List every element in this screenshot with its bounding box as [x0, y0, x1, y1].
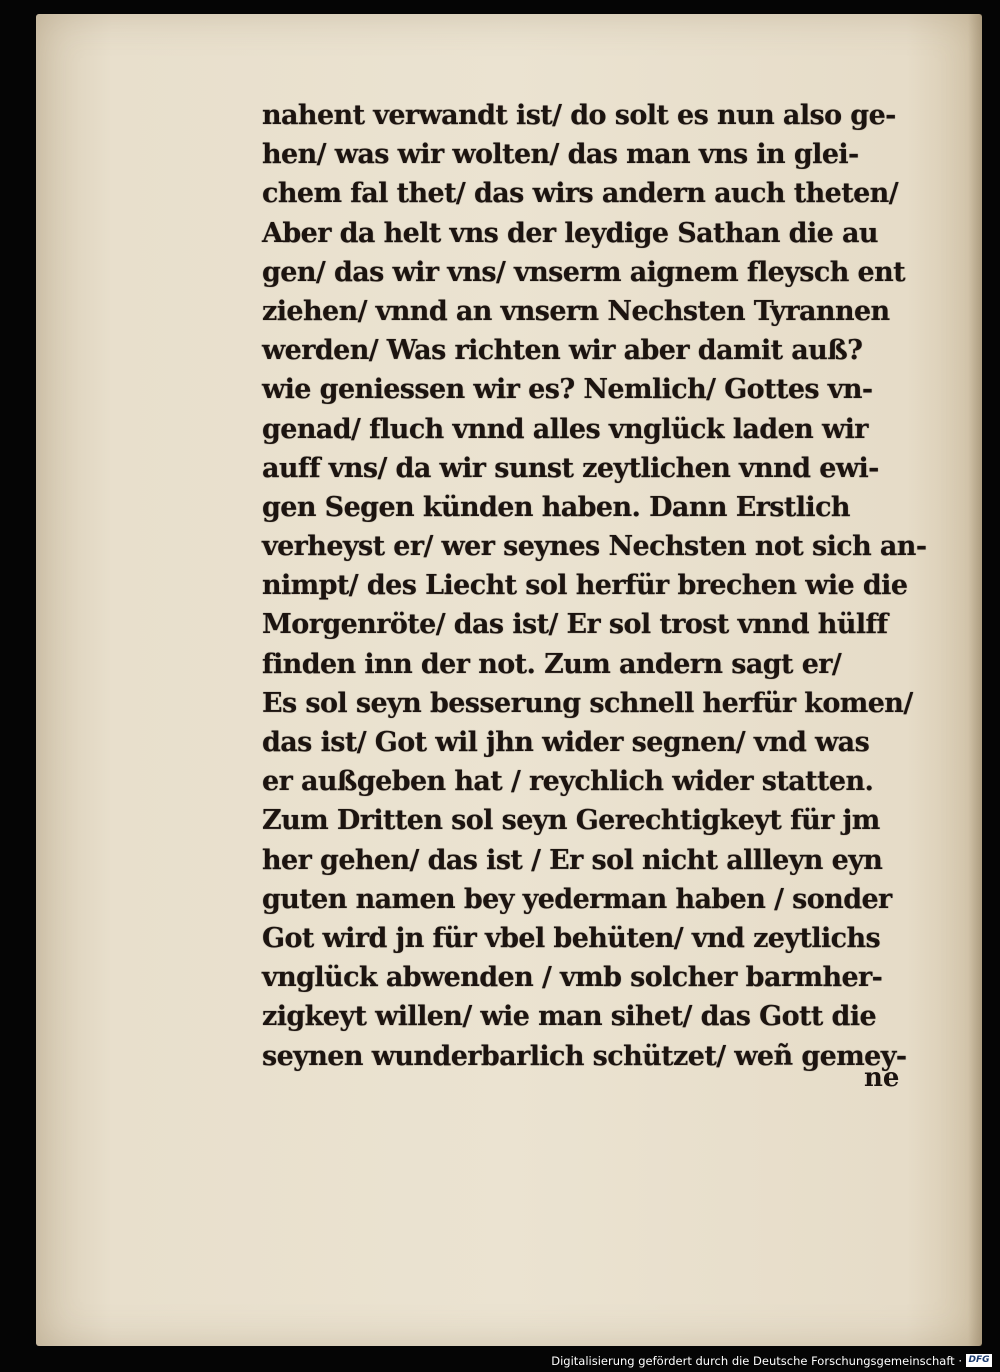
text-line: seynen wunderbarlich schützet/ weñ gemey-	[262, 1040, 907, 1072]
text-line: finden inn der not. Zum andern sagt er/	[262, 648, 842, 680]
text-line: Es sol seyn besserung schnell herfür komen/	[262, 687, 913, 719]
text-line: werden/ Was richten wir aber damit auß?	[262, 335, 863, 367]
text-line: Aber da helt vns der leydige Sathan die au	[262, 217, 878, 249]
text-line: das ist/ Got wil jhn wider segnen/ vnd was	[262, 727, 870, 758]
catchword: ne	[864, 1063, 900, 1093]
text-line: nahent verwandt ist/ do solt es nun also ge-	[262, 100, 896, 131]
text-line: gen Segen künden haben. Dann Erstlich	[262, 491, 850, 523]
page-edge-shadow	[968, 14, 982, 1346]
text-line: er außgeben hat / reychlich wider statten.	[262, 766, 874, 798]
dfg-logo: DFG	[966, 1354, 992, 1367]
text-line: hen/ was wir wolten/ das man vns in glei-	[262, 139, 859, 171]
footer-bar	[0, 1346, 1000, 1372]
text-line: guten namen bey yederman haben / sonder	[262, 883, 892, 915]
text-line: wie geniessen wir es? Nemlich/ Gottes vn-	[262, 374, 873, 406]
text-line: her gehen/ das ist / Er sol nicht allleyn eyn	[262, 844, 883, 876]
text-line: zigkeyt willen/ wie man sihet/ das Gott die	[262, 1001, 877, 1033]
text-line: nimpt/ des Liecht sol herfür brechen wie die	[262, 570, 908, 602]
text-line: gen/ das wir vns/ vnserm aignem fleysch ent	[262, 256, 906, 288]
text-line: ziehen/ vnnd an vnsern Nechsten Tyrannen	[262, 295, 890, 327]
text-line: Got wird jn für vbel behüten/ vnd zeytlichs	[262, 922, 881, 954]
text-line: Zum Dritten sol seyn Gerechtigkeyt für jm	[262, 805, 880, 837]
text-line: auff vns/ da wir sunst zeytlichen vnnd ewi-	[262, 452, 879, 484]
text-line: Morgenröte/ das ist/ Er sol trost vnnd hülff	[262, 609, 888, 641]
page-text-block	[262, 96, 927, 1076]
text-line: vnglück abwenden / vmb solcher barmher-	[262, 962, 883, 994]
text-line: genad/ fluch vnnd alles vnglück laden wir	[262, 413, 868, 445]
text-line: chem fal thet/ das wirs andern auch theten/	[262, 178, 898, 210]
text-line: verheyst er/ wer seynes Nechsten not sich an-	[262, 531, 927, 563]
funding-notice: Digitalisierung gefördert durch die Deutsche Forschungsgemeinschaft ·	[551, 1354, 962, 1368]
